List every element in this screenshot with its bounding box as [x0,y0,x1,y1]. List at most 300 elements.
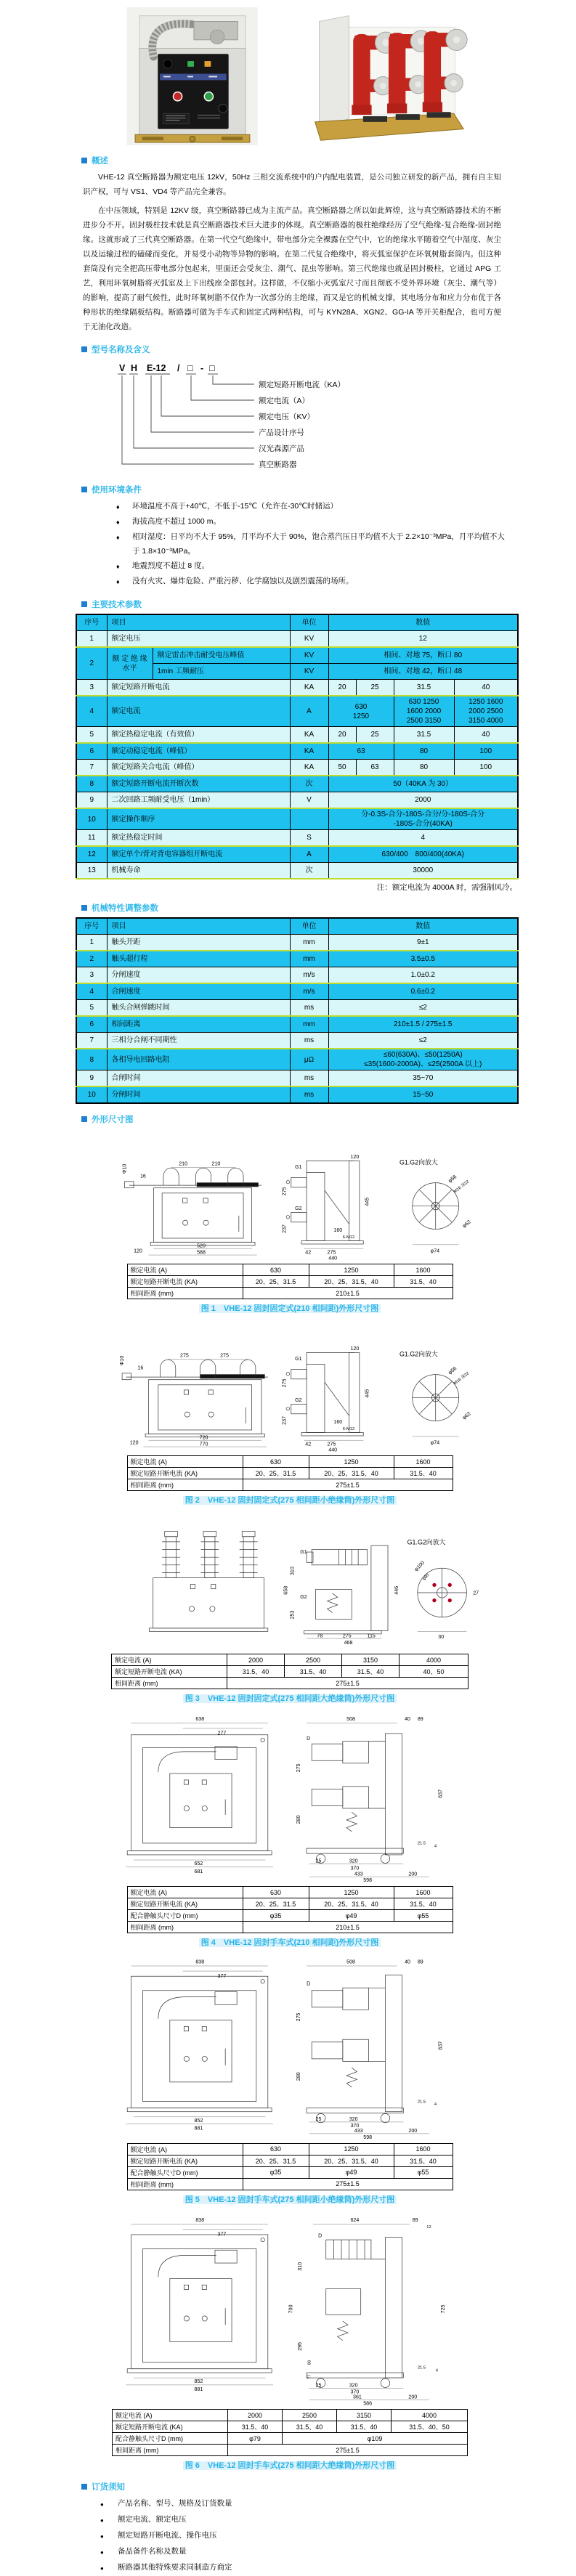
cell: 三相分合闸不同期性 [107,1033,290,1049]
dim-label: 433 [354,1871,363,1877]
cell: 31.5、40 [394,2155,453,2166]
cell: 20、25、31.5、40 [309,1898,394,1910]
table-row [127,1264,453,1276]
dim-label: Φ10 [118,1355,125,1366]
section-title: 型号名称及含义 [92,346,150,354]
cell: 630 1250 [328,696,394,727]
diamond-bullet-icon: ♦ [116,534,120,541]
section-marker-icon [81,2484,87,2490]
breaker-front-photo [125,7,259,145]
cell: 40 [454,727,518,744]
table-row [76,808,518,830]
cell: 2000 [228,2410,283,2421]
dim-label: 6-M12 [342,1427,355,1432]
circle-bullet-icon: ● [100,2549,104,2556]
cell: 20、25、31.5、40 [309,2155,394,2166]
model-label: 额定电流（A） [259,397,310,405]
dim-label: 27 [473,1590,479,1596]
cell: mm [290,1016,328,1033]
list-item-text: 断路器其他特殊要求同制造方商定 [118,2563,232,2572]
cell: 20、25、31.5、40 [309,1276,394,1288]
cell: 5 [76,727,107,744]
cell: 额 定 绝 缘水平 [107,647,153,680]
dim-label: 16 [139,1173,146,1179]
table-row [76,776,518,792]
cell: 40 [454,680,518,696]
figure-4-caption: 图 4 VHE-12 固封手车式(210 相间距)外形尺寸图 [69,1935,511,1949]
cell: 50 [328,760,356,776]
table-header-row [76,918,518,935]
cell: φ49 [309,2166,394,2178]
figure-5-table [127,2143,453,2190]
cell: 相间距离 (mm) [127,1288,243,1299]
cell: A [290,696,328,727]
list-item-text: 海拔高度不超过 1000 m。 [132,517,221,526]
dim-label: 21.5 [417,2365,426,2370]
model-label: 汉光森源产品 [259,444,304,453]
dim-label: 468 [344,1640,353,1646]
table-row [127,1479,453,1491]
model-code-part: / [177,363,180,373]
dim-label: 320 [349,1858,358,1864]
dim-label: D [307,1980,311,1987]
cell: 1600 [394,2143,453,2155]
table-row [76,1070,518,1087]
dim-label: 30 [438,1634,445,1641]
cell: 31.5、40 [285,1666,342,1678]
cell: 相间、对地 42，断口 48 [328,664,518,680]
dim-label: G1 [295,1164,302,1171]
model-designation-diagram [109,360,516,471]
cell: 配合静触头尺寸D (mm) [113,2433,228,2445]
table-row [76,1086,518,1103]
circle-bullet-icon: ● [100,2565,104,2572]
table-row [76,680,518,696]
table-row [76,1016,518,1033]
diamond-bullet-icon: ♦ [116,503,120,511]
cell: 分闸时间 [107,1086,290,1103]
dim-label: 210 [179,1161,188,1167]
cell: 630 [243,1456,309,1468]
cell: 额定短路关合电流（峰值） [107,760,290,776]
cell: 10 [76,808,107,830]
table-row [127,1910,453,1922]
list-item [116,574,508,589]
dim-label: 42 [305,1249,312,1256]
dim-label: Φ10 [121,1163,128,1174]
dim-label: 770 [199,1441,208,1447]
cell: 63 [328,743,394,760]
breaker-poles-photo [304,7,471,145]
dim-label: 120 [129,1439,139,1446]
section-mech-params-header [81,902,576,914]
cell: 额定操作顺序 [107,808,290,830]
dim-label: 700 [288,2304,294,2314]
cell: 275±1.5 [228,2445,468,2456]
dim-label: 370 [350,1865,360,1872]
cell: KV [290,647,328,664]
dim-label: 4 [435,2368,438,2373]
dim-label: 852 [194,2118,203,2124]
cell: 0.6±0.2 [328,983,518,1000]
cell: φ79 [228,2433,283,2445]
cell: 额定热稳定时间 [107,830,290,847]
list-item-text: 产品名称、型号、规格及订货数量 [118,2499,232,2508]
dim-label: φ74 [430,1248,440,1254]
section-marker-icon [81,601,87,607]
cell: 1250 [309,1456,394,1468]
cell: 1250 [309,1887,394,1898]
cell: ms [290,1000,328,1017]
dim-label: 21.5 [417,2100,426,2105]
ordering-list [0,2496,576,2576]
cell: 相间距离 (mm) [127,1922,243,1933]
cell: 7 [76,1033,107,1049]
table-row [113,2410,468,2421]
cell: 6 [76,743,107,760]
dim-label: 25 [315,2382,322,2389]
cell: 40、50 [399,1666,468,1678]
cell: 15~50 [328,1086,518,1103]
model-label: 额定电压（KV） [259,413,315,421]
cell: 2 [76,951,107,967]
cell: 275±1.5 [227,1678,468,1689]
zoom-note-label: G1.G2向放大 [399,1158,438,1166]
dim-label: G2 [295,1205,302,1211]
dim-label: 12 [426,2224,431,2230]
dim-label: 852 [194,2378,203,2385]
cell: 分-0.3S-合分-180S-合分/分-180S-合分 -180S-合分(40KA) [328,808,518,830]
dim-label: 310 [289,1567,296,1576]
cell: 额定电流 (A) [127,1887,243,1898]
table-row [76,983,518,1000]
dim-label: 40 [405,1716,410,1723]
table-row [127,2166,453,2178]
cell: 机械寿命 [107,863,290,879]
cell: 25 [356,727,394,744]
table-row [76,863,518,879]
dim-label: 624 [350,2217,360,2224]
table-row [76,647,518,664]
dim-label: 160 [333,1419,343,1426]
datasheet-page [0,7,576,2572]
dim-label: 370 [350,2389,360,2395]
cell: 额定电流 [107,696,290,727]
cell: 1 [76,935,107,951]
dim-label: 120 [350,1153,360,1160]
section-marker-icon [81,1116,87,1122]
dim-label: 25 [315,1858,322,1864]
cell: 31.5、40 [342,1666,399,1678]
dim-label: 21.5 [417,1841,426,1846]
cell: 20、25、31.5、40 [309,1468,394,1479]
cell: 2 [76,647,107,680]
dim-label: 445 [364,1389,370,1398]
table-row [127,2143,453,2155]
list-item-text: 没有火灾、爆炸危险、严重污秽、化学腐蚀以及剧烈震荡的场所。 [132,577,354,585]
cell: 额定电流 (A) [112,1654,227,1666]
cell: 序号 [76,614,107,631]
circle-bullet-icon: ● [100,2533,104,2540]
table-row [76,951,518,967]
table-row [127,1887,453,1898]
zoom-note-label: G1.G2向放大 [399,1350,438,1358]
dim-label: D [318,2232,323,2239]
figure-3-drawing [94,1512,486,1651]
cell: 31.5、40 [228,2421,283,2433]
cell: m/s [290,983,328,1000]
figure-1-table [127,1264,453,1299]
list-item [100,2544,507,2560]
cell: 额定雷击冲击耐受电压峰值 [153,647,290,664]
dim-label: 275 [281,1187,288,1196]
cell: 数值 [328,918,518,935]
figure-5-caption: 图 5 VHE-12 固封手车式(275 相间距小绝缘筒)外形尺寸图 [69,2193,511,2206]
section-model-header [81,344,576,355]
cell: 31.5、40 [337,2421,392,2433]
table-row [76,727,518,744]
table-row [127,1922,453,1933]
cell: 3 [76,680,107,696]
cell: 8 [76,776,107,792]
cell: 额定短路开断电流 (KA) [127,1276,243,1288]
figure-2 [69,1320,511,1506]
list-item-text: 相对湿度：日平均不大于 95%，月平均不大于 90%，饱合蒸汽压日平均值不大于 2.2×10⁻³MPa，月平均值不大于 1.8×10⁻³MPa。 [132,532,505,556]
cell [290,808,328,830]
cell: 210±1.5 [243,1288,453,1299]
section-title: 主要技术参数 [92,601,142,609]
list-item [100,2512,507,2528]
dim-label: 720 [199,1434,208,1441]
list-item [116,499,508,514]
cell: 35~70 [328,1070,518,1087]
dim-label: 4 [434,1844,437,1849]
dim-label: 115 [367,1633,376,1639]
cell: 630 [243,1887,309,1898]
cell: 配合静触头尺寸D (mm) [127,2166,243,2178]
list-item-text: 地震烈度不超过 8 度。 [132,561,210,570]
cell: KV [290,631,328,648]
product-photos [125,7,576,145]
cell: 相间距离 [107,1016,290,1033]
dim-label: 277 [217,1730,227,1736]
cell: 630 [243,1264,309,1276]
cell: φ109 [283,2433,468,2445]
model-label: 额定短路开断电流（KA） [259,381,346,389]
dim-label: 40 [405,1959,410,1965]
dim-label: φ62 [461,1410,472,1421]
dim-label: 280 [296,1815,302,1824]
table-row [76,1000,518,1017]
main-parameters-table [76,614,519,879]
model-code-part: E-12 [147,363,166,373]
cell: 4 [76,696,107,727]
dim-label: G2 [300,1594,307,1601]
dim-label: 275 [296,1763,302,1773]
section-marker-icon [81,905,87,911]
cell: 分闸速度 [107,967,290,984]
dim-label: 440 [328,1447,338,1453]
cell: 数值 [328,614,518,631]
diamond-bullet-icon: ♦ [116,519,120,526]
cell: φ35 [243,1910,309,1922]
figure-6 [69,2211,511,2471]
model-code-part: V [119,363,126,373]
circle-bullet-icon: ● [100,2517,104,2524]
figure-3 [69,1512,511,1705]
figure-1-drawing [94,1129,486,1261]
cell: A [290,846,328,863]
cell: 31.5 [394,680,454,696]
cell: 2500 [283,2410,337,2421]
section-overview-header [81,155,576,166]
dim-label: 295 [296,2341,303,2351]
cell: 80 [394,760,454,776]
cell: 次 [290,863,328,879]
table-row [76,631,518,648]
dim-label: 725 [440,2304,447,2314]
dim-label: 370 [350,2123,360,2129]
dim-label: 200 [408,2128,418,2134]
cell: 6 [76,1016,107,1033]
table-row [127,1456,453,1468]
cell: 9 [76,1070,107,1087]
figure-3-caption: 图 3 VHE-12 固封固定式(275 相间距大绝缘筒)外形尺寸图 [69,1691,511,1705]
cell: 8 [76,1049,107,1070]
cell: 1600 [394,1264,453,1276]
section-title: 订货须知 [92,2483,125,2492]
cell: μΩ [290,1049,328,1070]
dim-label: 598 [363,2134,373,2141]
cell: 630 1250 1600 2000 2500 3150 [394,696,454,727]
cell: 2500 [285,1654,342,1666]
diamond-bullet-icon: ♦ [116,563,120,570]
dim-label: 237 [281,1224,288,1233]
table-row [127,1898,453,1910]
dim-label: 88 [307,2360,312,2365]
dim-label: φ56 [447,1365,458,1376]
cell: 31.5 [394,727,454,744]
cell: 20、25、31.5 [243,2155,309,2166]
dim-label: 320 [349,2382,358,2389]
cell: 1250 [309,1264,394,1276]
cell: 额定动稳定电流（峰值） [107,743,290,760]
cell: 100 [454,743,518,760]
cell: 20、25、31.5 [243,1276,309,1288]
zoom-note-label: G1.G2向放大 [407,1538,446,1546]
cell: 50（40KA 为 30） [328,776,518,792]
cell: 5 [76,1000,107,1017]
dim-label: M16 深22 [453,1179,471,1195]
table-row [127,1288,453,1299]
dim-label: 25 [315,2116,322,2123]
section-marker-icon [81,346,87,352]
cell: 4000 [392,2410,468,2421]
model-code-part: □ [187,363,193,373]
dim-label: 6-M12 [342,1235,355,1240]
dim-label: 508 [346,1716,355,1723]
model-code-part: □ [209,363,215,373]
list-item [116,529,508,558]
list-item [116,558,508,574]
cell: 4 [328,830,518,847]
cell: 20 [328,727,356,744]
cell: V [290,792,328,809]
dim-label: 275 [342,1633,352,1639]
section-title: 使用环境条件 [92,486,142,495]
dim-label: 658 [283,1585,289,1595]
model-label: 真空断路器 [259,460,297,469]
dim-label: 637 [437,1789,444,1798]
figure-6-table [112,2409,468,2456]
dim-label: 42 [305,1441,312,1447]
dim-label: 637 [437,2041,444,2050]
cell: 项目 [107,614,290,631]
cell: 80 [394,743,454,760]
figure-2-table [127,1455,453,1491]
cell: φ55 [394,1910,453,1922]
cell: KA [290,727,328,744]
table-row [76,696,518,727]
cell: 额定短路开断电流 [107,680,290,696]
figure-4-drawing [94,1710,486,1883]
dim-label: 77 [307,2374,312,2379]
table-row [76,935,518,951]
table-row [76,830,518,847]
list-item-text: 额定短路开断电流、操作电压 [118,2531,217,2540]
cell: 额定电流 (A) [127,2143,243,2155]
table-row [112,1678,468,1689]
cell: 1.0±0.2 [328,967,518,984]
section-ordering-header [81,2481,576,2492]
figure-5-drawing [94,1954,486,2140]
dim-label: 838 [195,2217,205,2224]
dim-label: 275 [327,1441,336,1447]
dim-label: φ56 [447,1174,458,1185]
table-row [76,792,518,809]
cell: 额定短路开断电流 (KA) [113,2421,228,2433]
cell: 序号 [76,918,107,935]
env-conditions-list [0,499,576,589]
cell: KA [290,743,328,760]
dim-label: 377 [217,2231,227,2238]
cell: 额定电压 [107,631,290,648]
cell: 20 [328,680,356,696]
cell: KA [290,680,328,696]
cell: 额定电流 (A) [127,1264,243,1276]
cell: 额定短路开断电流开断次数 [107,776,290,792]
dim-label: 440 [328,1255,338,1261]
dim-label: 275 [220,1352,229,1359]
list-item-text: 备品备件名称及数量 [118,2547,187,2556]
cell: 单位 [290,918,328,935]
cell: 25 [356,680,394,696]
list-item [100,2528,507,2544]
dim-label: 275 [327,1249,336,1256]
dim-label: 89 [417,1959,423,1965]
cell: 额定短路开断电流 (KA) [112,1666,227,1678]
dim-label: 320 [349,2116,358,2123]
table-row [127,2155,453,2166]
figure-6-drawing [94,2211,486,2406]
cell: 10 [76,1086,107,1103]
dim-label: 160 [333,1227,343,1234]
table-row [113,2421,468,2433]
cell: 额定短路开断电流 (KA) [127,1468,243,1479]
cell: 31.5、40 [394,1468,453,1479]
dim-label: G1 [295,1356,302,1362]
dim-label: 280 [296,2072,302,2081]
